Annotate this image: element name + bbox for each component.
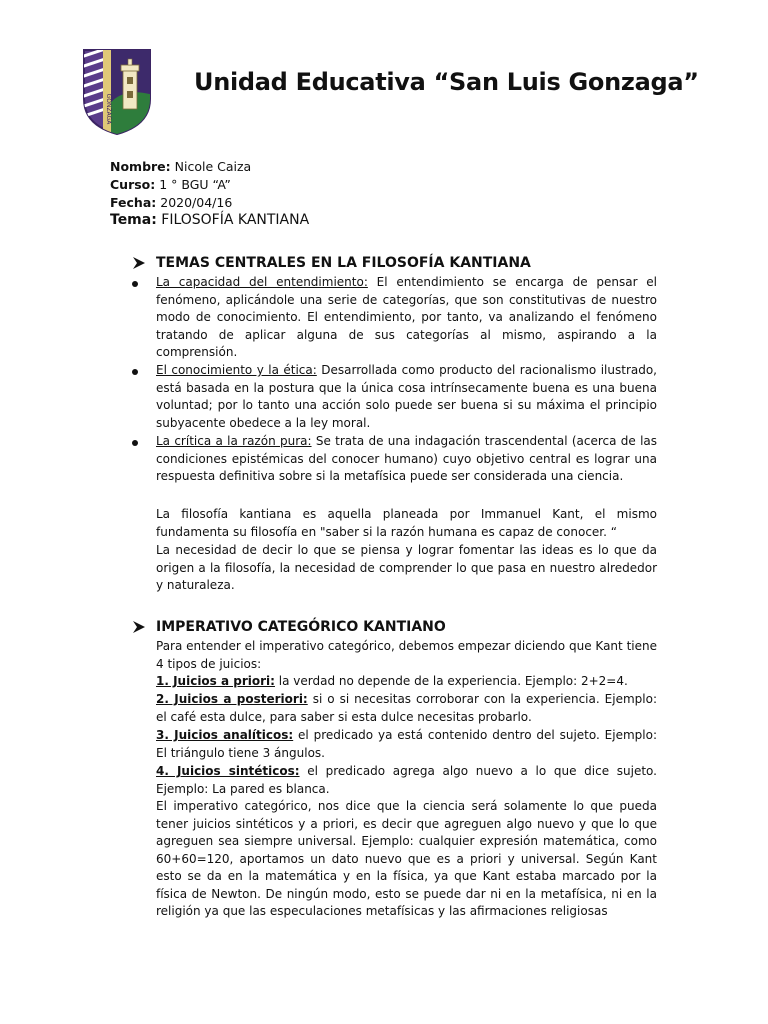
curso-label: Curso: bbox=[110, 177, 156, 192]
section2-heading-text: IMPERATIVO CATEGÓRICO KANTIANO bbox=[156, 619, 446, 635]
bullet-etica bbox=[156, 362, 657, 432]
juicio-term: 1. Juicios a priori: bbox=[156, 674, 275, 688]
arrowhead-bullet-icon bbox=[132, 620, 146, 634]
juicio-text: el predicado agrega algo nuevo a lo que dice sujeto. Ejemplo: La pared es blanca. bbox=[156, 764, 657, 796]
paragraph-imperativo-categorico: El imperativo categórico, nos dice que la ciencia será solamente lo que pueda tener juicios sintéticos y a priori, es decir que agreguen algo nuevo y que lo que agreguen sea siempre universal. Ejemplo: cualquier expresión matemática, como 60+60=120, aportamos un dato nuevo que es a priori y universal. Según Kant esto se da en la matemática y en la física, ya que Kant estaba marcado por la física de Newton. De ningún modo, esto se puede dar ni en la metafísica, ni en la religión ya que las especulaciones metafísicas y las afirmaciones religiosas bbox=[156, 799, 657, 918]
fecha-label: Fecha: bbox=[110, 195, 157, 210]
bullet-dot-icon bbox=[132, 281, 138, 287]
school-title: Unidad Educativa “San Luis Gonzaga” bbox=[194, 68, 699, 96]
bullet-text: Desarrollada como producto del racionalismo ilustrado, está basada en la postura que la única cosa intrínsecamente buena es una buena voluntad; por lo tanto una acción solo puede ser buena si su máxima el principio subyacente obedece a la ley moral. bbox=[156, 363, 657, 430]
juicio-text: el predicado ya está contenido dentro del sujeto. Ejemplo: El triángulo tiene 3 ángulos. bbox=[156, 728, 657, 760]
bullet-critica bbox=[156, 433, 657, 486]
bullet-dot-icon bbox=[132, 440, 138, 446]
juicio-term: 3. Juicios analíticos: bbox=[156, 728, 294, 742]
school-crest-logo bbox=[81, 47, 153, 137]
section2-heading bbox=[132, 619, 446, 635]
tema-value: FILOSOFÍA KANTIANA bbox=[156, 212, 310, 228]
juicio-sinteticos bbox=[156, 763, 657, 798]
nombre-value: Nicole Caiza bbox=[170, 159, 252, 174]
arrowhead-bullet-icon bbox=[132, 256, 146, 270]
bullet-text: Se trata de una indagación trascendental (acerca de las condiciones epistémicas del conocer humano) cuyo objetivo central es lograr una respuesta definitiva sobre si la metafísica puede ser considerada una ciencia. bbox=[156, 434, 658, 483]
section1-heading bbox=[132, 255, 531, 271]
bullet-term: La crítica a la razón pura: bbox=[156, 434, 312, 448]
bullet-dot-icon bbox=[132, 369, 138, 375]
bullet-text: El entendimiento se encarga de pensar el fenómeno, aplicándole una serie de categorías, que son constitutivas de nuestro modo de conocimiento. El entendimiento, por tanto, va analizando el fenómeno tratando de aplicar alguna de sus categorías al mismo, aspirando a la comprensión. bbox=[156, 275, 658, 359]
info-nombre bbox=[110, 158, 251, 176]
juicio-term: 2. Juicios a posteriori: bbox=[156, 692, 308, 706]
tema-label: Tema: bbox=[110, 212, 157, 228]
info-tema bbox=[110, 212, 309, 228]
juicio-text: si o si necesitas corroborar con la experiencia. Ejemplo: el café esta dulce, para saber si esta dulce necesitas probarlo. bbox=[156, 692, 657, 724]
fecha-value: 2020/04/16 bbox=[156, 195, 233, 210]
juicio-text: la verdad no depende de la experiencia. Ejemplo: 2+2=4. bbox=[274, 674, 628, 688]
juicio-term: 4. Juicios sintéticos: bbox=[156, 764, 300, 778]
svg-text:GONZAGA: GONZAGA bbox=[105, 93, 112, 125]
paragraph-necesidad: La necesidad de decir lo que se piensa y lograr fomentar las ideas es lo que da origen a la filosofía, la necesidad de comprender lo que pasa en nuestro alrededor y naturaleza. bbox=[156, 543, 657, 592]
info-curso bbox=[110, 176, 231, 194]
juicio-a-priori bbox=[156, 673, 657, 691]
bullet-term: El conocimiento y la ética: bbox=[156, 363, 317, 377]
juicio-a-posteriori bbox=[156, 691, 657, 726]
bullet-term: La capacidad del entendimiento: bbox=[156, 275, 368, 289]
paragraph-filosofia-kantiana: La filosofía kantiana es aquella planeada por Immanuel Kant, el mismo fundamenta su filosofía en "saber si la razón humana es capaz de conocer. “ bbox=[156, 507, 657, 539]
paragraph-intro-imperativo: Para entender el imperativo categórico, debemos empezar diciendo que Kant tiene 4 tipos de juicios: bbox=[156, 639, 657, 671]
section1-heading-text: TEMAS CENTRALES EN LA FILOSOFÍA KANTIANA bbox=[156, 255, 531, 271]
bullet-capacidad bbox=[156, 274, 657, 362]
juicio-analiticos bbox=[156, 727, 657, 762]
curso-value: 1 ° BGU “A” bbox=[155, 177, 231, 192]
info-fecha bbox=[110, 194, 232, 212]
nombre-label: Nombre: bbox=[110, 159, 171, 174]
